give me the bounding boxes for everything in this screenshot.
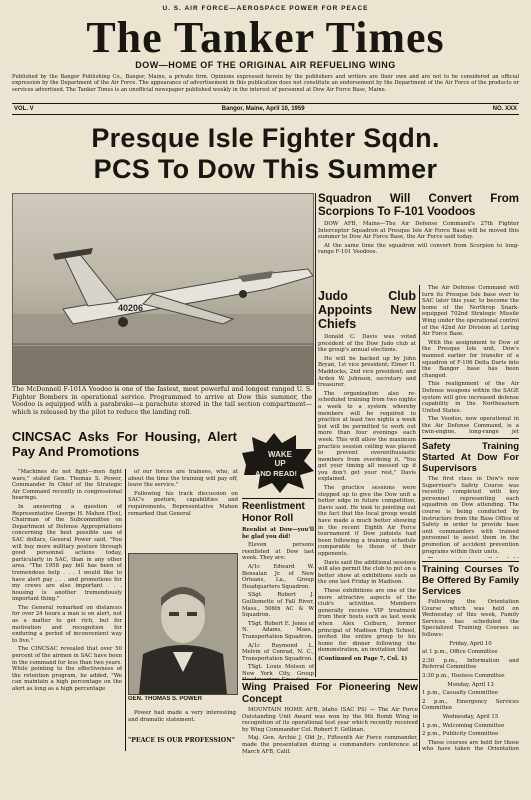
voodoo-photo [12, 193, 314, 385]
cincsac-paragraph: Following his track discussion on SAC's posture, capabilities and requirements, Representative Mahon remarked that General [128, 490, 238, 517]
courses-day: Friday, April 10 [449, 640, 492, 647]
masthead-title: The Tanker Times [86, 13, 445, 62]
courses-day: Monday, April 13 [447, 681, 494, 688]
squadron-paragraph: DOW AFB, Maine—The Air Defense Command's 27th Fighter Interceptor Squadron at Presque Isle Air Force Base will be moved this summer to Dow Air Force Base, the Air Force said today. [318, 221, 519, 241]
courses-item: at 1 p.m., Office Committee [422, 649, 498, 656]
judo-headline: Judo Club Appoints New Chiefs [318, 289, 416, 331]
cincsac-paragraph: The General remarked on distances for over 24 hours a man is on alert, not as a matter to get rich, but for motivation and recognition for enduring a period of inconvenient way to live." [12, 604, 122, 644]
squadron-paragraph: At the same time the squadron will convert from Scorpion to long-range F-101 Voodoos. [318, 242, 519, 256]
wing-paragraph: MOUNTAIN HOME AFB, Idaho (SAC PS) — The Air Force Outstanding Unit Award was won by the 9th Bomb Wing in recognition of its operational test year which recently received by Wing Commander Col. Robert F. Gellinan. [242, 707, 418, 733]
cincsac-column-3 [128, 710, 236, 735]
safety-paragraph: The first class in Dow's new Supervisor's Safety Course was recently completed with key personnel representing each squadron on Dow attending. The course is being conducted by instructors from the Base Office of Safety in order to provide base unit commanders with trained personnel to assist them in the promotion of accident prevention programs within their units. [422, 476, 519, 555]
courses-paragraph: These courses are held for those who have taken the Orientation [422, 739, 519, 751]
honor-roll [242, 498, 314, 679]
volume-number: VOL. V [14, 106, 34, 112]
cincsac-column-2 [128, 469, 238, 549]
photo-caption: The McDonnell F-101A Voodoo is one of the fastest, most powerful and longest ranged U. S. Fighter Bombers in operational service. Programmed to arrive at Dow this summer, the Voodoo is equipped with a parabrake—a parachute stored in the tail section compartment—which is released by the pilot to reduce the landing roll. [12, 386, 312, 416]
honor-entry: A/1c Edward W. Bensalan Jr. of New Orleans, La., Group Headquarters Squadron. [242, 563, 314, 590]
courses-item: 1 p.m., Casualty Committee [422, 690, 499, 697]
courses-item: 3:30 p.m., Hostess Committee [422, 672, 505, 679]
courses-headline: Training Courses To Be Offered By Family Services [422, 564, 519, 597]
courses-item: 2:30 p.m., Information and Referral Committee [422, 657, 519, 671]
cincsac-paragraph: "Machines do not fight—men fight wars," stated Gen. Thomas S. Power, Commander In Chief of the Strategic Air Command recently in congressional hearings. [12, 469, 122, 502]
safety-paragraph [422, 557, 519, 558]
banner-headline [12, 123, 519, 185]
judo-story [318, 289, 416, 721]
honor-lead: Reenlist at Dow—you'll be glad you did! [242, 527, 314, 540]
general-power-portrait [128, 553, 238, 695]
squadron-story-continued [422, 285, 519, 435]
squadron-headline: Squadron Will Convert From Scorpions To F-101 Voodoos [318, 193, 519, 218]
cincsac-headline: CINCSAC Asks For Housing, Alert Pay And Promotions [12, 429, 237, 459]
judo-paragraph: He will be backed up by John Bryan, 1st vice president; Elmer H. Maddocks, 2nd vice president; and Arden W. Johnson, secretary and treasurer. [318, 355, 416, 389]
wing-headline: Wing Praised For Pioneering New Concept [242, 682, 418, 705]
judo-continued: (Continued on Page 7, Col. 1) [318, 655, 408, 662]
honor-headline: Reenlistment Honor Roll [242, 501, 305, 524]
honor-entry: TSgt. Louis Molson of New York City, Group [242, 664, 314, 677]
column-rule [315, 193, 316, 677]
column-rule [419, 285, 420, 751]
squadron-paragraph: With the assignment to Dow of the Presque Isle unit, Dow's manned earlier for transfer of a squadron of F-106 Delta Darts into the Bangor base has been changed. [422, 339, 519, 379]
issue-number: NO. XXX [492, 106, 517, 112]
judo-paragraph: The practice sessions were stepped up to give the Dow unit a better edge in future competition, Davis said. He took to pointing out the fact that the local group would have made a much better showing in the recent Eighth Air Force tournament if Dow judoists had been following a training schedule comparable to those of their opponents. [318, 485, 416, 557]
banner-line-1: Presque Isle Fighter Sqdn. [91, 123, 440, 153]
banner-line-2: PCS To Dow This Summer [93, 154, 438, 184]
courses-item: 2 p.m., Publicity Committee [422, 731, 499, 738]
judo-paragraph: These exhibitions are one of the more attractive aspects of the club's activities. Members generally receive VIP treatment from their hosts such as last week when Alex Colburn, former principal of Madison High School, invited the entire group to his home for dinner following the demonstration, an invitation that [318, 587, 416, 654]
honor-entry: SSgt. Robert J. Guillemette of Fall River, Mass., 506th AC & W Squadron. [242, 592, 314, 619]
tail-number: 40206 [118, 303, 144, 313]
honor-entry: A/1c Raymond L. Melvin of Conrad, N. C., Transportation Squadron. [242, 642, 314, 662]
front-page-body [12, 193, 519, 753]
wing-story [242, 679, 418, 754]
top-slogan: U. S. AIR FORCE—AEROSPACE POWER FOR PEACE [162, 5, 369, 12]
cincsac-column-1 [12, 469, 122, 751]
courses-item: 2 p.m., Emergency Services Committee [422, 698, 519, 712]
safety-story [422, 438, 519, 558]
wake-line-2: UP [274, 459, 286, 468]
squadron-paragraph: The Air Defense Command will turn its Presque Isle base over to SAC later this year, to become the home of the Northrop Snark-equipped 702nd Strategic Missile Wing under the operational control of the 42nd Air Division at Loring Air Force Base. [422, 285, 519, 338]
wing-paragraph: Maj. Gen. Archie J. Old Jr., Fifteenth Air Force commander, made the presentation during a commanders conference at March AFB, Calif. [242, 735, 418, 754]
wake-line-1: WAKE [268, 450, 292, 459]
squadron-paragraph: The Voodoo, now operational in the Air Defense Command, is a twin-engine, long-range jet [422, 416, 519, 435]
slogan: "PEACE IS OUR PROFESSION" [128, 737, 236, 744]
jet-fighter-image [13, 194, 313, 384]
cincsac-headline-block [12, 429, 237, 469]
cincsac-paragraph: of our forces are trainees, who, at about the time the training will pay off, leave the service." [128, 469, 238, 489]
courses-story [422, 561, 519, 751]
courses-item: 1 p.m., Welcoming Committee [422, 722, 505, 729]
publisher-note: Published by the Bangor Publishing Co., Bangor, Maine, a private firm. Opinions expressed herein by the publishers and writers are their own and are not to be considered an official expression by the Department of the Air Force. The appearance of advertisement in this publication does not constitute an endorsement by the Department of the Air Force of the products or services advertised. The Tanker Times is an unofficial newspaper published weekly in the interest of personnel at Dow Air Force Base, Maine. [12, 74, 519, 93]
courses-paragraph: Following the Orientation Course which was held on Wednesday of this week, Family Services has scheduled the Specialized Training Courses as follows: [422, 599, 519, 638]
cloud-burst-icon [240, 431, 316, 493]
honor-entry: TSgt. Robert E. Jones of N. Adams, Mass., Transportation Squadron. [242, 620, 314, 640]
honor-entry: Eleven persons reenlisted at Dow last week. They are: [242, 542, 314, 562]
portrait-caption: GEN. THOMAS S. POWER [128, 696, 203, 702]
squadron-story [318, 193, 519, 285]
safety-headline: Safety Training Started At Dow For Supervisors [422, 441, 519, 474]
judo-paragraph: Davis said the additional sessions will also permit the club to put on a better show at exhibitions such as the one last Friday in Madison. [318, 559, 416, 586]
judo-paragraph: Donald C. Davis was voted president of the Dow Judo club at the group's annual elections. [318, 334, 416, 354]
masthead-subtitle: DOW—HOME OF THE ORIGINAL AIR REFUELING WING [135, 60, 396, 70]
cincsac-paragraph: Power had made a very interesting and dramatic statement. [128, 710, 236, 723]
cincsac-paragraph: The CINCSAC revealed that over 50 percent of the airmen in SAC have been in the command for less than two years. While pointing to the effectiveness of the retention program, he added, "We can maintain a high percentage on the alert as long as a high percentage [12, 646, 122, 692]
cincsac-paragraph: In answering a question of Representative George H. Mahon (Tex), Chairman of the Subcommittee on Department of Defense Appropriations concerning the best possible use of SAC dollars, General Power said, "You will buy more military posture through good personnel actions today, particularly in SAC, than in any other area. "The 1958 pay bill has been of tremendous help . . . I would like to have alert pay . . . and promotions for my crews are also important . . . housing is another tremendously important thing." [12, 503, 122, 603]
wake-line-3: AND READ! [254, 469, 298, 478]
judo-paragraph: The organization also re-scheduled training from two nights a week to a system whereby members will be required to practice at least two nights a week but will be permitted to work out more than four evenings each week. This will allow the maximum practice session ceiling was placed to prevent overenthusiastic members from overdoing it. "You get your timing all messed up if you don't get your rest," Davis explained. [318, 390, 416, 483]
dateline: Bangor, Maine, April 10, 1959 [221, 106, 305, 112]
squadron-paragraph: This realignment of the Air Defense weapons within the SAGE system will give increased defense capability in the Northeastern United States. [422, 381, 519, 414]
courses-day: Wednesday, April 15 [442, 713, 499, 720]
portrait-image [129, 554, 237, 694]
wake-up-and-read-badge [240, 431, 316, 493]
column-rule [125, 469, 126, 751]
volume-bar [12, 103, 519, 115]
